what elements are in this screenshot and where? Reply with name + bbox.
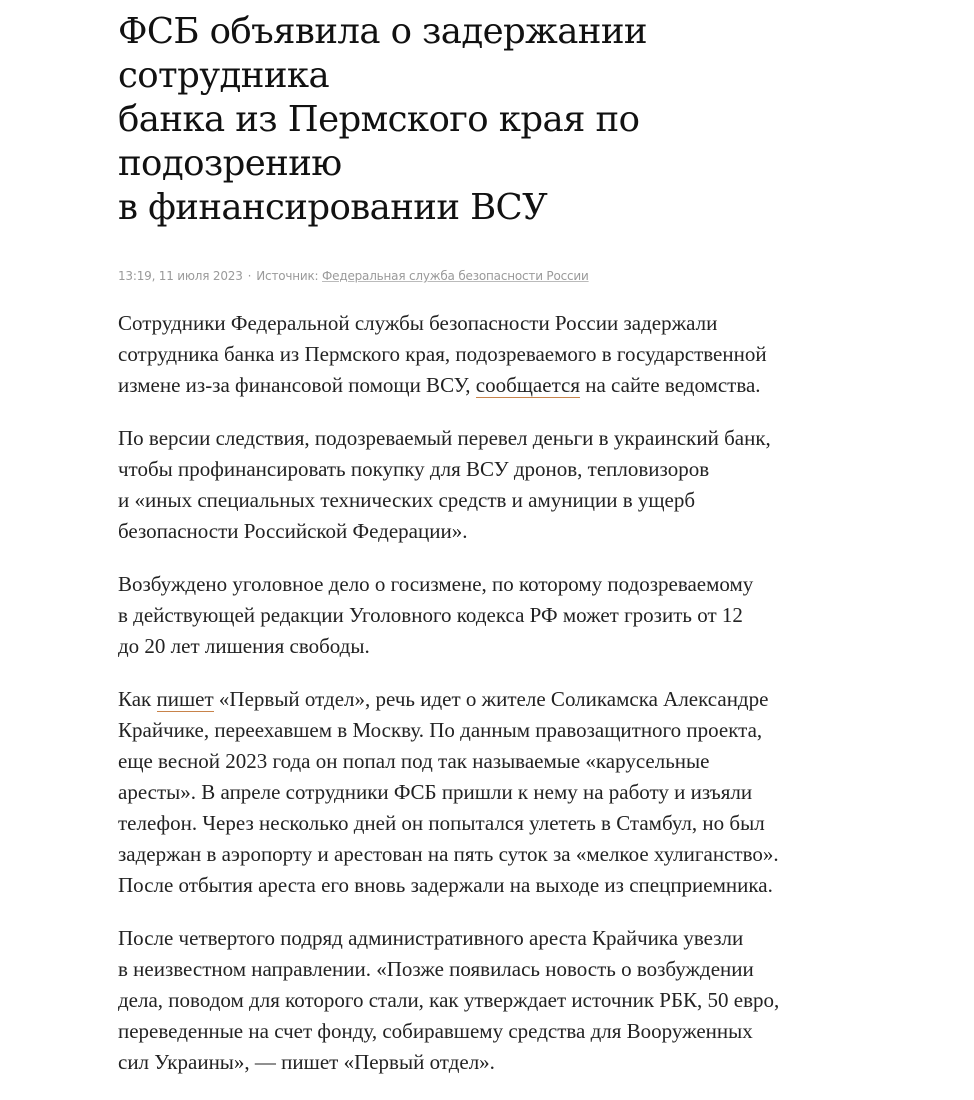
paragraph-4-text-start: Как bbox=[118, 687, 157, 711]
publish-datetime: 13:19, 11 июля 2023 bbox=[118, 269, 243, 283]
paragraph-5: После четвертого подряд административного ареста Крайчика увезли в неизвестном направлении. «Позже появилась новость о возбуждении дела, поводом для которого стали, как утверждает источник РБК, 50 евро, переведенные на счет фонду, собиравшему средства для Вооруженных сил Украины», — пишет «Первый отдел». bbox=[118, 926, 780, 1074]
article-headline: ФСБ объявила о задержании сотрудника банка из Пермского края по подозрению в финансировании ВСУ bbox=[118, 11, 647, 228]
paragraph-4-text-end: «Первый отдел», речь идет о жителе Соликамска Александре Крайчике, переехавшем в Москву. По данным правозащитного проекта, еще весной 2023 года он попал под так называемые «карусельные аресты». В апреле сотрудники ФСБ пришли к нему на работу и изъяли телефон. Через несколько дней он попытался улететь в Стамбул, но был задержан в аэропорту и арестован на пять суток за «мелкое хулиганство». После отбытия ареста его вновь задержали на выходе из спецприемника. bbox=[118, 687, 779, 897]
link-soobshchaetsya[interactable]: сообщается bbox=[475, 373, 580, 397]
paragraph-3: Возбуждено уголовное дело о госизмене, по которому подозреваемому в действующей редакции Уголовного кодекса РФ может грозить от 12 до 20 лет лишения свободы. bbox=[118, 572, 754, 658]
meta-separator: · bbox=[247, 269, 252, 283]
article-meta bbox=[118, 268, 848, 284]
link-pishet[interactable]: пишет bbox=[156, 687, 214, 711]
paragraph-1-text-end: на сайте ведомства. bbox=[579, 373, 761, 397]
news-article bbox=[118, 0, 848, 1100]
source-label: Источник: bbox=[256, 269, 319, 283]
source-link[interactable]: Федеральная служба безопасности России bbox=[322, 269, 589, 283]
paragraph-2: По версии следствия, подозреваемый перевел деньги в украинский банк, чтобы профинансировать покупку для ВСУ дронов, тепловизоров и «иных специальных технических средств и амуниции в ущерб безопасности Российской Федерации». bbox=[118, 426, 771, 543]
paragraph-1-text-start: Сотрудники Федеральной службы безопасности России задержали сотрудника банка из Пермского края, подозреваемого в государственной измене из-за финансовой помощи ВСУ, bbox=[118, 311, 767, 397]
paragraph-4 bbox=[118, 684, 848, 901]
paragraph-1 bbox=[118, 308, 848, 401]
article-body bbox=[118, 308, 848, 1078]
